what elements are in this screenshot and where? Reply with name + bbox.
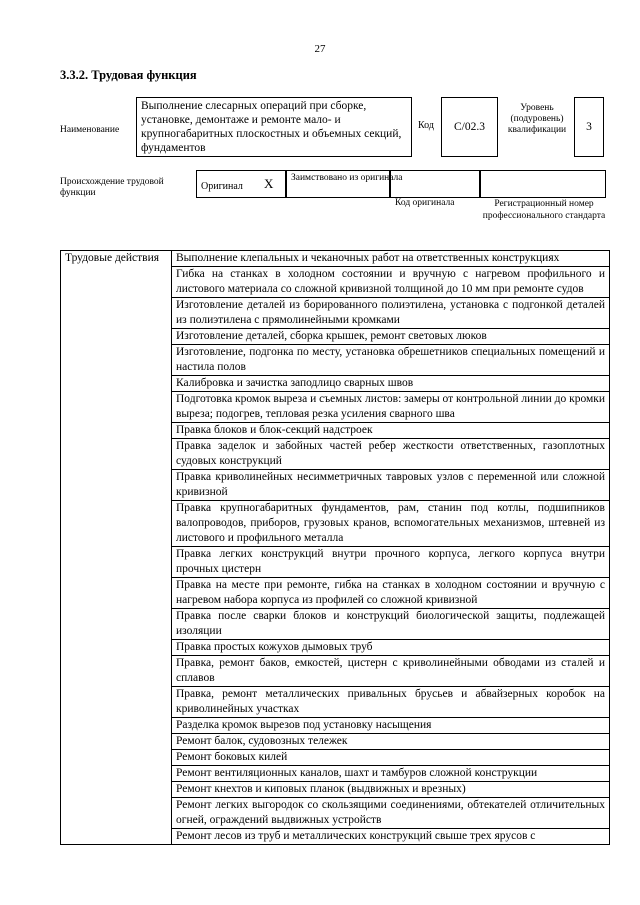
labor-action-item: Правка легких конструкций внутри прочного корпуса, легкого корпуса внутри прочных цистерн [172,547,610,578]
labor-action-item: Калибровка и зачистка заподлицо сварных швов [172,376,610,392]
page-number: 27 [314,43,326,55]
labor-action-item: Ремонт балок, судовозных тележек [172,734,610,750]
labor-action-item: Подготовка кромок выреза и съемных листов: замеры от контрольной линии до кромки выреза; подогрев, тепловая резка усиления сварного шва [172,392,610,423]
labor-action-item: Правка после сварки блоков и конструкций биологической защиты, подлежащей изоляции [172,609,610,640]
origin-label: Происхождение трудовой функции [60,177,164,198]
code-value: C/02.3 [441,97,498,157]
borrowed-label: Заимствовано из оригинала [291,173,403,183]
original-label: Оригинал [201,181,243,192]
labor-action-item: Правка на месте при ремонте, гибка на станках в холодном состоянии и вручную с нагревом набора корпуса из профилей со сложной кривизной [172,578,610,609]
labor-action-item: Правка крупногабаритных фундаментов, рам, станин под котлы, подшипников валопроводов, приборов, грузовых кранов, вспомогательных механизмов, штевней из листового и профильного металла [172,501,610,547]
labor-action-item: Правка блоков и блок-секций надстроек [172,423,610,439]
labor-action-item: Ремонт вентиляционных каналов, шахт и тамбуров сложной конструкции [172,766,610,782]
reg-number-label: Регистрационный номер профессионального стандарта [482,199,606,221]
labor-actions-label: Трудовые действия [61,251,172,845]
name-label: Наименование [60,125,120,135]
code-original-cell [390,170,480,198]
function-name-value: Выполнение слесарных операций при сборке, установке, демонтаже и ремонте мало- и крупногабаритных плоскостных и объемных секций, фундаментов [136,97,412,157]
labor-action-item: Правка, ремонт металлических привальных брусьев и абвайзерных коробок на криволинейных участках [172,687,610,718]
labor-action-item: Ремонт лесов из труб и металлических конструкций свыше трех ярусов с [172,829,610,845]
reg-number-cell [480,170,606,198]
code-original-label: Код оригинала [395,198,455,208]
labor-action-item: Правка, ремонт баков, емкостей, цистерн с криволинейными обводами из сталей и сплавов [172,656,610,687]
section-title: 3.3.2. Трудовая функция [60,68,197,82]
labor-action-item: Ремонт боковых килей [172,750,610,766]
labor-action-item: Ремонт кнехтов и киповых планок (выдвижных и врезных) [172,782,610,798]
labor-action-item: Гибка на станках в холодном состоянии и вручную с нагревом профильного и листового материала со сложной кривизной толщиной до 10 мм при ремонте судов [172,267,610,298]
original-mark: X [264,176,274,191]
table-row [61,251,610,267]
labor-action-item: Разделка кромок вырезов под установку насыщения [172,718,610,734]
labor-action-item: Выполнение клепальных и чеканочных работ на ответственных конструкциях [172,251,610,267]
labor-action-item: Ремонт легких выгородок со скользящими соединениями, обтекателей отличительных огней, ограждений выдвижных устройств [172,798,610,829]
labor-action-item: Правка криволинейных несимметричных тавровых узлов с переменной или сложной кривизной [172,470,610,501]
labor-action-item: Изготовление деталей из борированного полиэтилена, установка с подгонкой деталей из полиэтилена с прямолинейными кромками [172,298,610,329]
labor-action-item: Правка простых кожухов дымовых труб [172,640,610,656]
labor-action-item: Изготовление, подгонка по месту, установка обрешетников специальных помещений и настила полов [172,345,610,376]
qualification-level-value: 3 [574,97,604,157]
labor-actions-table [60,250,610,845]
code-label: Код [418,120,434,131]
qualification-level-label: Уровень (подуровень) квалификации [507,103,567,135]
labor-action-item: Правка заделок и забойных частей ребер жесткости ответственных, газоплотных судовых конструкций [172,439,610,470]
labor-actions-body [61,251,610,845]
labor-action-item: Изготовление деталей, сборка крышек, ремонт световых люков [172,329,610,345]
